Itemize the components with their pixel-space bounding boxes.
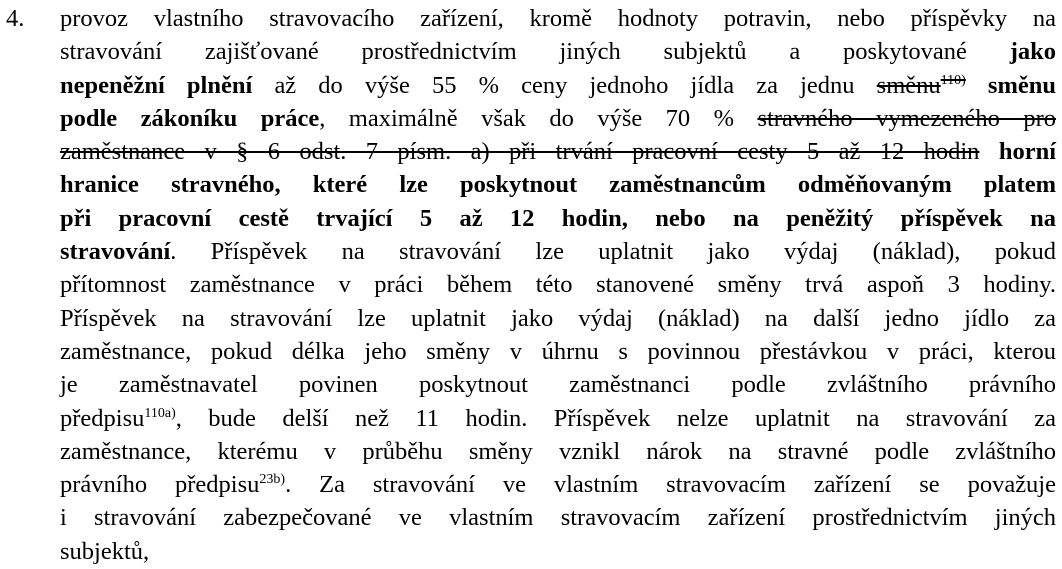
text-run: , bude delší než 11 hodin. Příspěvek nelze uplatnit na stravování za: [175, 404, 1056, 432]
text-run: provoz vlastního stravovacího zařízení, kromě hodnoty potravin, nebo příspěvky na: [60, 5, 1056, 32]
text-run: . Za stravování ve vlastním stravovacím zařízení se považuje: [285, 471, 1056, 499]
text-run: až do výše 55 % ceny jednoho jídla za jednu: [252, 71, 877, 99]
text-line: [60, 35, 1056, 68]
text-line: [60, 2, 1056, 35]
text-run: je zaměstnavatel povinen poskytnout zaměstnanci podle zvláštního právního: [60, 371, 1056, 399]
struck-text: směnu: [876, 71, 941, 99]
text-line: [60, 335, 1056, 368]
text-line: [60, 468, 1056, 501]
text-run: Příspěvek na stravování lze uplatnit jako výdaj (náklad) na další jedno jídlo za: [60, 304, 1056, 332]
footnote-reference: 110): [940, 72, 966, 88]
text-line: [60, 402, 1056, 435]
struck-text: stravného vymezeného pro: [757, 104, 1057, 132]
text-run: i stravování zabezpečované ve vlastním stravovacím zařízení prostřednictvím jiných: [60, 504, 1056, 532]
text-line: [60, 102, 1056, 135]
bold-text: podle zákoníku práce: [60, 104, 320, 132]
text-line: [60, 235, 1056, 268]
text-run: . Příspěvek na stravování lze uplatnit jako výdaj (náklad), pokud: [170, 238, 1056, 266]
bold-text: jako: [1009, 38, 1056, 66]
text-run: stravování zajišťované prostřednictvím jiných subjektů a poskytované: [60, 38, 1010, 66]
bold-text: nepeněžní plnění: [60, 71, 253, 99]
bold-text: horní: [998, 138, 1057, 166]
text-run: zaměstnance, kterému v průběhu směny vznikl nárok na stravné podle zvláštního: [60, 437, 1056, 465]
text-line: [60, 168, 1056, 201]
bold-text: hranice stravného, které lze poskytnout zaměstnancům odměňovaným platem: [60, 171, 1056, 199]
text-line: [60, 202, 1056, 235]
text-run: zaměstnance, pokud délka jeho směny v úhrnu s povinnou přestávkou v práci, kterou: [60, 337, 1056, 365]
footnote-reference: 110a): [144, 405, 176, 421]
text-run: , maximálně však do výše 70 %: [319, 104, 758, 132]
struck-text: zaměstnance v § 6 odst. 7 písm. a) při trvání pracovní cesty 5 až 12 hodin: [60, 138, 980, 166]
text-run: právního předpisu: [60, 471, 260, 499]
item-text: [60, 2, 1056, 568]
bold-text: při pracovní cestě trvající 5 až 12 hodin, nebo na peněžitý příspěvek na: [60, 204, 1056, 232]
text-line: [60, 501, 1056, 534]
text-line: [60, 368, 1056, 401]
item-number: 4.: [6, 5, 25, 32]
text-line: [60, 535, 1056, 568]
text-line: [60, 268, 1056, 301]
text-run: [979, 138, 998, 165]
bold-text: směnu: [987, 71, 1056, 99]
text-run: [966, 72, 988, 99]
text-run: přítomnost zaměstnance v práci během této stanovené směny trvá aspoň 3 hodiny.: [60, 271, 1056, 299]
text-line: [60, 302, 1056, 335]
bold-text: stravování: [60, 238, 171, 266]
footnote-reference: 23b): [259, 472, 286, 488]
text-run: subjektů,: [60, 537, 150, 565]
text-line: [60, 69, 1056, 102]
text-line: [60, 435, 1056, 468]
text-line: [60, 135, 1056, 168]
text-run: předpisu: [60, 404, 145, 432]
